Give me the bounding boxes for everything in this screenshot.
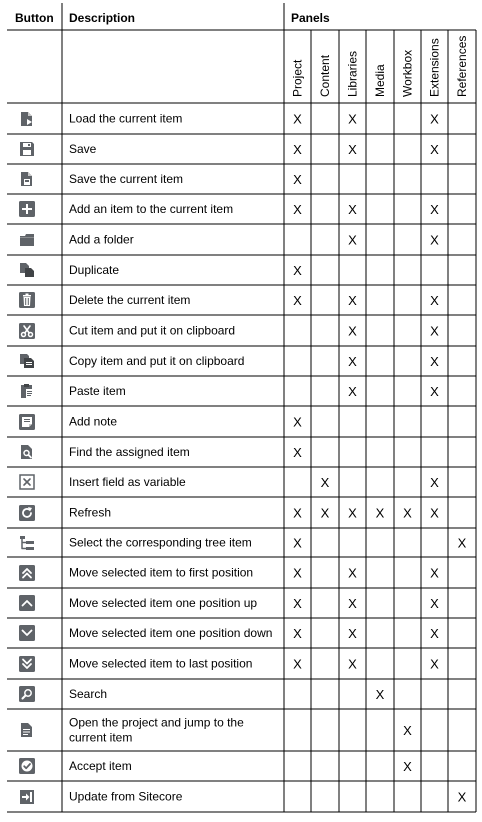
panel-mark-content: X [320,505,330,521]
panel-mark-extensions: X [430,142,439,157]
row-description: Load the current item [69,111,183,126]
panel-header-extensions: Extensions [427,38,442,97]
row-description: Add a folder [69,232,134,247]
row-description: Open the project and jump to the [69,715,244,730]
panel-mark-libraries: X [348,656,357,672]
panel-mark-libraries: X [348,111,357,127]
update-sitecore-icon[interactable] [20,790,34,804]
table-row [19,565,439,581]
save-icon[interactable] [20,142,34,156]
panel-mark-project: X [293,505,302,521]
double-chevron-up-icon[interactable] [19,565,35,581]
panel-mark-extensions: X [430,384,439,399]
header-panels: Panels [291,11,330,25]
accept-check-icon[interactable] [19,758,35,774]
row-description: Move selected item to last position [69,656,253,671]
paste-icon[interactable] [21,384,33,398]
row-description: Save the current item [69,172,184,186]
panel-mark-libraries: X [348,384,357,399]
panel-mark-libraries: X [348,142,357,157]
refresh-icon[interactable] [19,505,35,521]
panel-mark-project: X [293,172,302,187]
panel-mark-extensions: X [430,656,439,672]
save-current-item-icon[interactable] [21,172,32,186]
panel-mark-extensions: X [430,354,439,369]
table-row [19,201,439,217]
table-row [21,112,439,127]
row-description: Move selected item to first position [69,565,254,580]
double-chevron-down-icon[interactable] [19,656,35,672]
panel-header-references: References [455,35,469,97]
header-button: Button [15,11,54,25]
chevron-down-icon[interactable] [19,625,35,641]
panel-mark-project: X [293,293,302,308]
row-description: Move selected item one position down [69,626,273,640]
row-description: Move selected item one position up [69,596,258,610]
table-row [21,716,412,745]
panel-mark-media: X [375,687,385,702]
table-row [19,323,439,339]
panel-mark-extensions: X [430,111,439,127]
panel-mark-libraries: X [348,202,357,217]
table-row [20,142,439,157]
panel-header-content: Content [318,54,332,97]
panel-mark-project: X [293,263,302,278]
table-row [19,595,439,611]
panel-mark-workbox: X [403,505,412,521]
panel-header-media: Media [373,64,387,97]
row-description: Insert field as variable [69,475,186,489]
panel-mark-workbox: X [403,759,412,774]
tree-icon[interactable] [20,536,34,550]
row-description: Save [69,142,97,156]
row-description: Add an item to the current item [69,202,234,216]
panel-mark-content: X [320,475,330,490]
table-row [20,536,467,551]
panel-mark-libraries: X [348,232,357,248]
panel-mark-libraries: X [348,293,357,308]
find-assigned-icon[interactable] [21,445,32,459]
panel-mark-references: X [457,535,467,551]
panel-header-libraries: Libraries [345,50,360,97]
panel-mark-libraries: X [348,323,357,339]
table-row [20,354,439,369]
row-description: Accept item [69,759,132,773]
load-item-icon[interactable] [21,112,32,126]
panel-mark-libraries: X [348,626,357,641]
panel-mark-project: X [293,565,302,581]
panel-mark-extensions: X [430,475,439,490]
note-icon[interactable] [19,414,35,430]
panel-mark-libraries: X [348,565,357,581]
chevron-up-icon[interactable] [19,595,35,611]
panel-mark-references: X [457,789,467,805]
panel-mark-extensions: X [430,293,439,308]
cut-icon[interactable] [19,323,35,339]
table-row [20,475,439,490]
panel-header-project: Project [290,59,305,97]
panel-mark-extensions: X [430,232,439,248]
duplicate-icon[interactable] [20,263,34,277]
table-row [20,233,439,248]
row-description: current item [69,730,133,745]
panel-mark-media: X [375,505,385,521]
panel-mark-project: X [293,202,302,217]
panel-mark-project: X [293,596,302,611]
table-row [21,172,302,187]
row-description: Paste item [69,384,126,398]
panel-mark-project: X [293,414,302,430]
panel-mark-project: X [293,626,302,641]
table-row [19,758,412,774]
table-body [19,112,467,805]
row-description: Select the corresponding tree item [69,535,252,550]
search-icon[interactable] [19,686,35,702]
panel-mark-project: X [293,111,302,127]
panel-mark-libraries: X [348,354,357,369]
panel-mark-extensions: X [430,202,439,217]
row-description: Copy item and put it on clipboard [69,354,245,368]
table-row [19,505,439,521]
panel-header-workbox: Workbox [400,49,415,97]
panel-mark-libraries: X [348,505,357,521]
variable-icon[interactable] [20,475,34,489]
panel-mark-extensions: X [430,565,439,581]
copy-icon[interactable] [20,354,34,368]
panel-mark-project: X [293,535,302,551]
folder-icon[interactable] [20,234,34,246]
panel-mark-project: X [293,656,302,672]
table-row [19,292,439,308]
table-row [19,686,385,702]
panel-mark-project: X [293,142,302,157]
panel-mark-extensions: X [430,323,439,339]
row-description: Refresh [69,505,112,520]
panel-mark-workbox: X [403,723,412,738]
table-row [21,445,302,460]
open-project-icon[interactable] [21,723,32,737]
table-row [19,656,439,672]
row-description: Duplicate [69,263,120,277]
table-row [20,790,467,805]
panel-mark-project: X [293,445,302,460]
add-plus-icon[interactable] [19,201,35,217]
panel-headers [291,36,470,97]
trash-icon[interactable] [19,292,35,308]
panel-mark-extensions: X [430,626,439,641]
table-row [19,625,439,641]
table-row [19,414,302,430]
row-description: Update from Sitecore [69,789,183,804]
panel-mark-extensions: X [430,596,439,611]
row-description: Add note [69,414,118,429]
row-description: Find the assigned item [69,445,190,459]
table-row [21,384,439,399]
panel-mark-libraries: X [348,596,357,611]
row-description: Search [69,687,108,701]
row-description: Cut item and put it on clipboard [69,323,236,338]
row-description: Delete the current item [69,293,191,307]
header-description: Description [69,11,136,25]
panel-mark-extensions: X [430,505,439,521]
